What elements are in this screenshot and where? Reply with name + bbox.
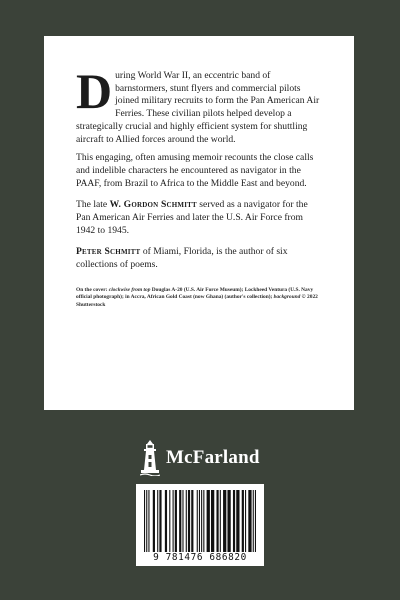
barcode-bar [253,490,254,552]
description-panel [44,36,354,410]
barcode-bar [220,490,221,552]
barcode-bar [157,490,158,552]
barcode-bar [173,490,174,552]
blurb-text-1: uring World War II, an eccentric band of barnstormers, stunt flyers and commercial pilots joined military recruits to form the Pan American Air Ferries. These civilian pilots helped develop a strategically crucial and highly efficient system for shuttling aircraft to Allied forces around the world. [76,70,320,145]
barcode-bar [203,490,204,552]
barcode-bar [169,490,170,552]
barcode-bar [201,490,202,552]
credits-clockwise: clockwise from top [108,286,151,293]
barcode-bar [242,490,244,552]
barcode-bars [144,490,256,552]
blurb-paragraph-2: This engaging, often amusing memoir recounts the close calls and indelible characters he encountered as navigator in the PAAF, from Brazil to Africa to the Middle East and beyond. [76,152,314,189]
barcode-bar [211,490,214,552]
credits-background: background [273,294,301,301]
barcode-bar [248,490,251,552]
credits-part-1: Douglas A-20 (U.S. Air Force Museum); Lockheed Ventura (U.S. Navy official photograph); in Accra, African Gold Coast (now Ghana) (author's collection); [76,286,314,301]
drop-cap: D [76,63,113,119]
editor-name: Peter Schmitt [76,246,141,258]
isbn-number: 9 781476 686820 [153,552,247,563]
editor-bio [76,246,324,271]
barcode-bar [146,490,147,552]
barcode-bar [216,490,218,552]
credits-lead: On the cover: [76,286,109,293]
barcode-bar [207,490,210,552]
barcode-bar [165,490,167,552]
editor-bio-text: of Miami, Florida, is the author of six collections of poems. [76,246,288,271]
author-name: W. Gordon Schmitt [109,199,197,211]
publisher-logo [140,438,260,478]
author-bio-text: served as a navigator for the Pan American Air Ferries and later the U.S. Air Force from 1942 to 1945. [76,199,308,236]
credits-part-2: © 2022 Shutterstock [76,294,318,308]
barcode-bar [236,490,239,552]
barcode-bar [233,490,235,552]
publisher-name: McFarland [166,447,260,468]
barcode-bar [144,490,145,552]
barcode-bar [191,490,193,552]
author-bio-prefix: The late [76,199,110,211]
barcode-bar [255,490,256,552]
barcode [136,484,264,566]
author-bio [76,199,324,237]
barcode-bar [182,490,183,552]
barcode-bar [227,490,230,552]
barcode-bar [186,490,187,552]
barcode-bar [159,490,161,552]
barcode-bar [153,490,155,552]
barcode-bar [148,490,149,552]
lighthouse-icon [140,440,160,476]
barcode-bar [175,490,177,552]
barcode-bar [179,490,181,552]
barcode-bar [197,490,198,552]
barcode-bar [188,490,190,552]
barcode-bar [223,490,226,552]
cover-credits [76,287,324,309]
blurb-paragraph-1 [76,63,324,146]
barcode-bar [245,490,246,552]
barcode-bar [199,490,200,552]
